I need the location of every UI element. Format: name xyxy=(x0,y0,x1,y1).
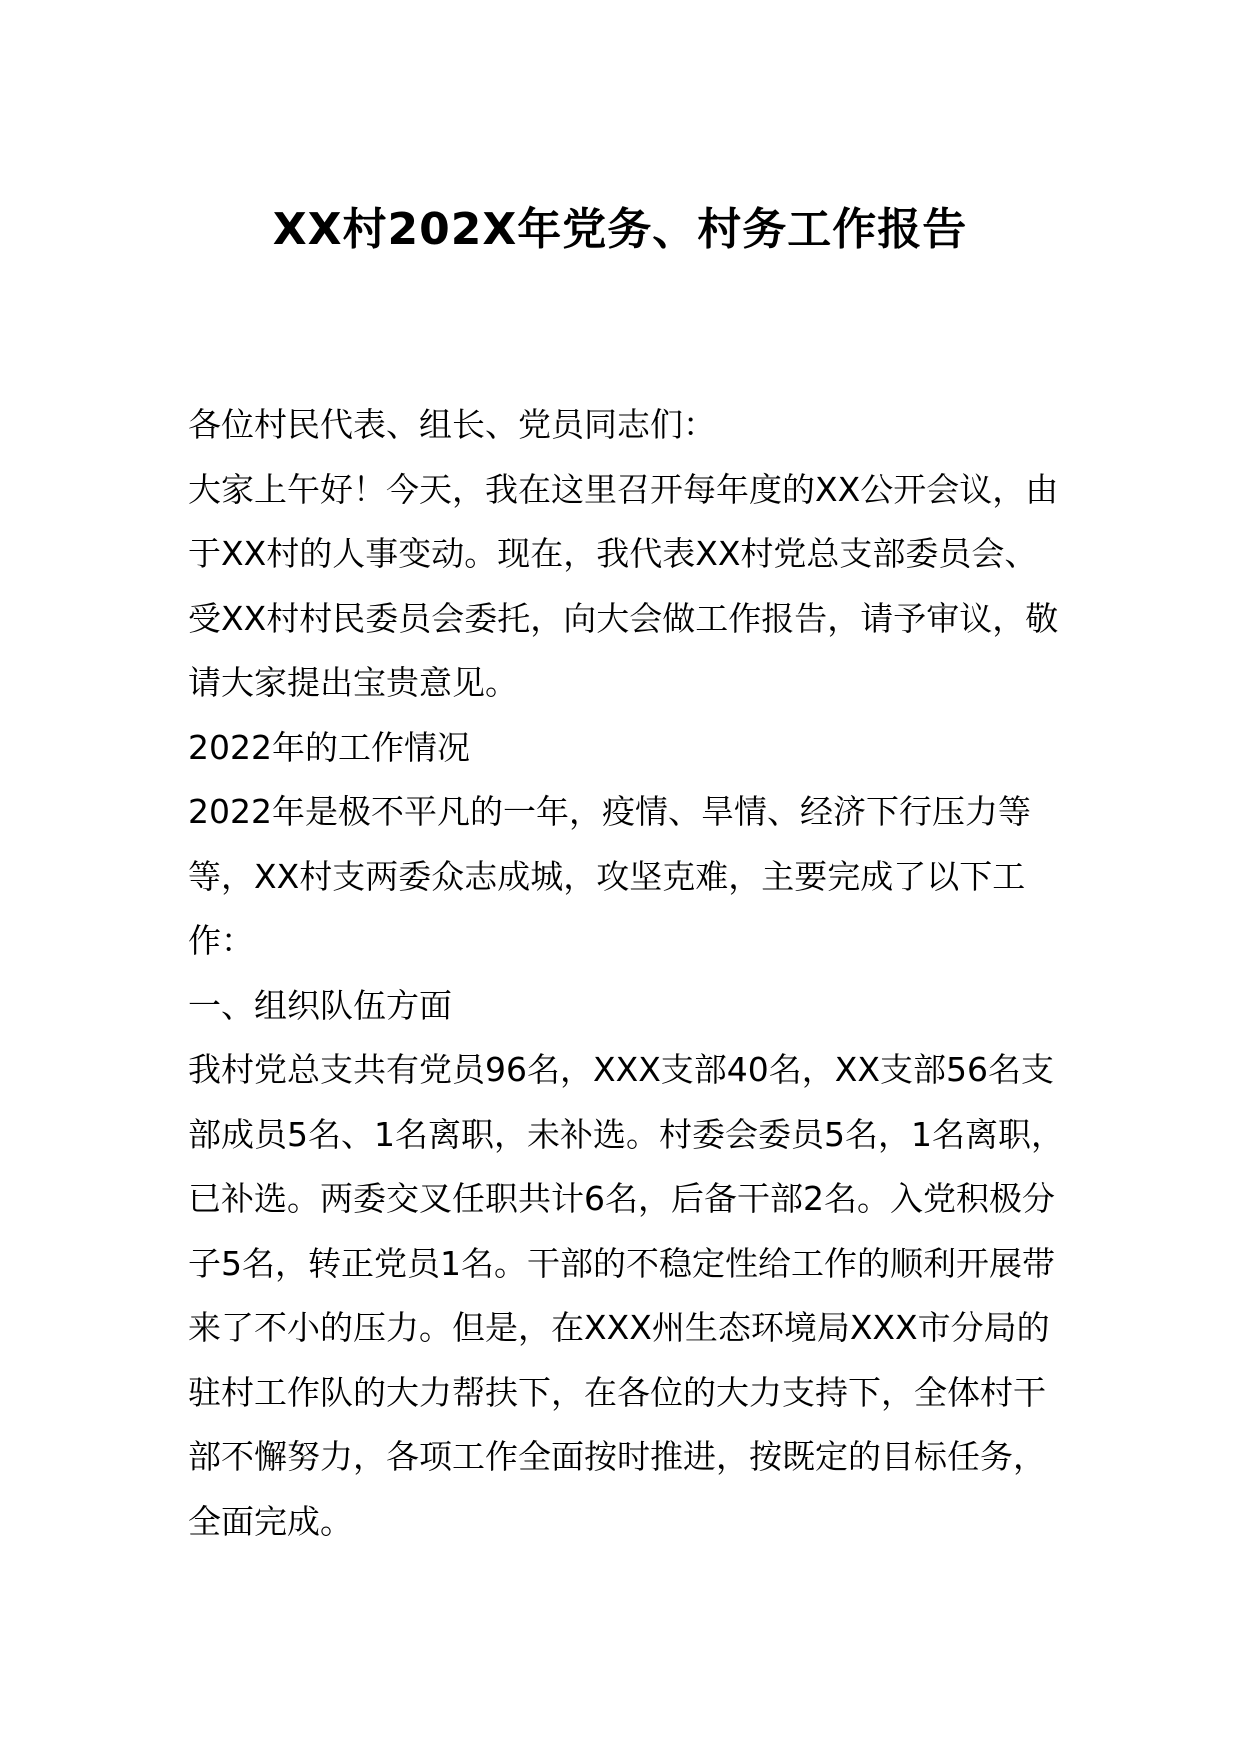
document-body xyxy=(188,393,1068,1554)
summary-paragraph: 2022年是极不平凡的一年，疫情、旱情、经济下行压力等等，XX村支两委众志成城，攻坚克难，主要完成了以下工作： xyxy=(188,792,1031,960)
subsection-heading: 一、组织队伍方面 xyxy=(188,985,452,1025)
opening-paragraph: 大家上午好！今天，我在这里召开每年度的XX公开会议，由于XX村的人事变动。现在，我代表XX村党总支部委员会、受XX村村民委员会委托，向大会做工作报告，请予审议，敬请大家提出宝贵意见。 xyxy=(188,469,1059,702)
organization-paragraph: 我村党总支共有党员96名，XXX支部40名，XX支部56名支部成员5名、1名离职，未补选。村委会委员5名，1名离职，已补选。两委交叉任职共计6名，后备干部2名。入党积极分子5名，转正党员1名。干部的不稳定性给工作的顺利开展带来了不小的压力。但是，在XXX州生态环境局XXX市分局的驻村工作队的大力帮扶下，在各位的大力支持下，全体村干部不懈努力，各项工作全面按时推进，按既定的目标任务，全面完成。 xyxy=(188,1050,1064,1541)
salutation-paragraph: 各位村民代表、组长、党员同志们： xyxy=(188,405,716,444)
document-title: XX村202X年党务、村务工作报告 xyxy=(272,204,968,255)
section-heading: 2022年的工作情况 xyxy=(188,727,470,767)
